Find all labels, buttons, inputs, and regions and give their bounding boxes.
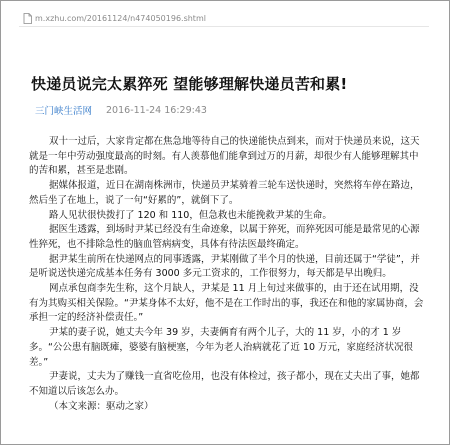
article-title: 快递员说完太累猝死 望能够理解快递员苦和累!: [31, 75, 348, 93]
page-icon: [23, 13, 32, 24]
paragraph: 尹某的妻子说，她丈夫今年 39 岁，夫妻俩育有两个儿子，大的 11 岁，小的才 1 岁多。“公公患有脑既瘫，婆婆有脑梗塞，今年为老人治病就花了近 10 万元，家庭经济状况很差。”: [29, 327, 414, 368]
paragraph: 路人见状很快拨打了 120 和 110，但急救也未能挽救尹某的生命。: [49, 209, 332, 221]
paragraph: 网点承包商李先生称，这个月缺人，尹某是 11 月上旬过来做事的，由于还在试用期，没有为其购买相关保险。“尹某身体不太好，他不是在工作时出的事，我还在和他的家属协商，会承担一定的经济补偿责任。”: [29, 283, 424, 324]
url-text: m.xzhu.com/20161124/n474050196.shtml: [35, 13, 206, 23]
paragraph: 双十一过后，大家肯定都在焦急地等待自己的快递能快点到来，而对于快递员来说，这天就是一年中劳动强度最高的时刻。有人羡慕他们能拿到过万的月薪，却很少有人能够理解其中的苦和累，甚至是悲剧。: [29, 136, 420, 177]
article-source-note: （本文来源：驱动之家）: [49, 400, 154, 412]
paragraph: 尹妻说，丈夫为了赚钱一直省吃俭用，也没有体检过，孩子都小，现在丈夫出了事，她都不知道以后该怎么办。: [29, 371, 420, 397]
address-bar[interactable]: [23, 11, 423, 25]
source-link[interactable]: 三门峡生活网: [35, 106, 93, 117]
article-meta: [35, 103, 207, 117]
publish-date: 2016-11-24 16:29:43: [106, 104, 207, 116]
address-bar-divider: [19, 26, 429, 27]
paragraph: 据媒体报道，近日在湖南株洲市，快递员尹某骑着三轮车送快递时，突然将车停在路边，然后坐了在地上，说了一句“好累的”，就倒下了。: [29, 180, 420, 206]
paragraph: 据尹某生前所在快递网点的同事透露，尹某刚做了半个月的快递，目前还属于“学徒”，并是听说送快递完成基本任务有 3000 多元工资求的，工作很努力，每天都是早出晚归。: [29, 253, 420, 280]
paragraph: 据医生透露，到场时尹某已经没有生命迹象，以属于猝死，而猝死因可能是最常见的心源性猝死，也不排除急性的脑血管病病变，具体有待法医最终确定。: [29, 224, 420, 250]
article-body: [29, 135, 427, 414]
